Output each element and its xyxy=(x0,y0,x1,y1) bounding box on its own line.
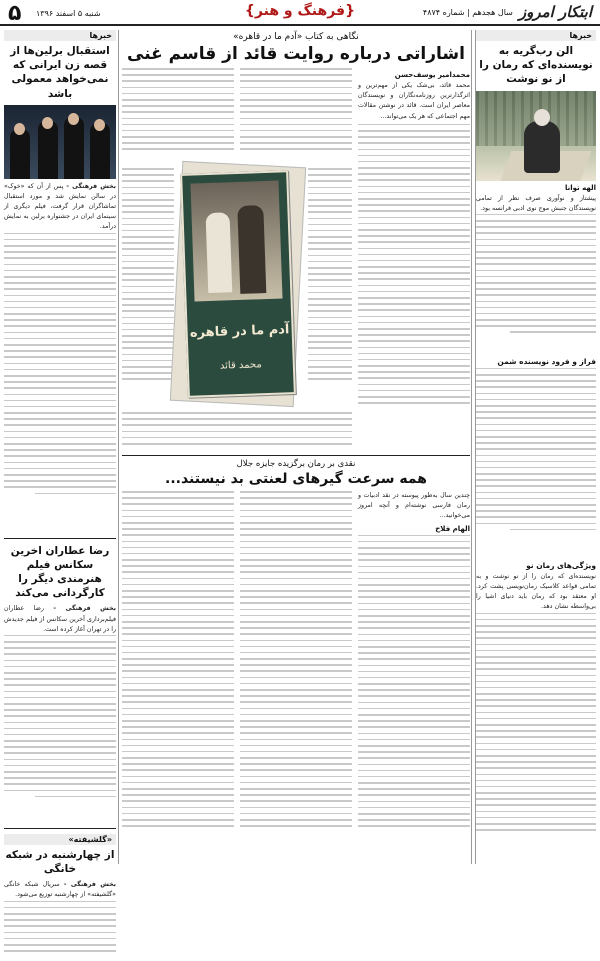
right-body: نویسنده‌ای که رمان را از نو نوشت و به تمامی قواعد کلاسیک رمان‌نویسی پشت کرد. او معتقد بود که رمان باید دنیای اشیا را بی‌واسطه نشان دهد. xyxy=(476,572,596,611)
article-1-intro: محمد قائد، بی‌شک یکی از مهم‌ترین و اثرگذارترین روزنامه‌نگاران و نویسندگان معاصر ایران است. قائد در نوشتن مقالات مهم اجتماعی که هر یک می‌تواند... xyxy=(358,82,470,120)
left-body-lines-2 xyxy=(4,635,116,823)
article-2-intro: چندین سال به‌طور پیوسته در نقد ادبیات و رمان فارسی نوشته‌ام و آنچه امروز می‌خوانید... xyxy=(358,492,470,520)
column-divider-mid xyxy=(475,30,476,864)
masthead xyxy=(423,3,592,21)
photo-face-1 xyxy=(14,123,25,135)
column-divider-right xyxy=(471,30,472,864)
article-1-col-3-side xyxy=(122,168,174,408)
article-2-col-2 xyxy=(240,491,352,865)
film-crew-photo xyxy=(4,105,116,179)
news-label-left: خبرها xyxy=(4,30,116,41)
middle-section xyxy=(122,30,470,866)
photo-head xyxy=(534,109,550,126)
article-2-body xyxy=(122,491,470,865)
article-2-col-3 xyxy=(122,491,234,865)
left-byline-2: بخش فرهنگی - xyxy=(53,605,116,613)
left-body-text-2: رضا عطاران فیلم‌برداری آخرین سکانس از فیلم جدیدش را در تهران آغاز کرده است. xyxy=(4,605,116,633)
article-1-lines-side-2 xyxy=(308,168,352,408)
left-body-1 xyxy=(4,182,116,233)
left-body-text-3: سریال شبکه خانگی «گلشیفته» از چهارشنبه توزیع می‌شود. xyxy=(4,881,116,899)
article-1-col-2-side xyxy=(308,168,352,408)
cover-author: محمد قائد xyxy=(219,359,262,372)
left-divider-1 xyxy=(4,538,116,539)
issue-number: سال هجدهم | شماره ۴۸۷۴ xyxy=(422,7,513,17)
photo-figure-4 xyxy=(90,123,110,179)
photo-face-2 xyxy=(42,117,53,129)
left-label-3: «گلشیفته» xyxy=(4,834,116,845)
article-2-kicker: نقدی بر رمان برگزیده جایزه جلال xyxy=(236,459,356,469)
photo-person xyxy=(524,121,560,173)
right-subheading-2: ویژگی‌های رمان نو xyxy=(526,560,596,570)
page-header xyxy=(0,0,600,26)
article-2-col-1 xyxy=(358,491,470,865)
cover-title: آدم ما در قاهره xyxy=(189,322,290,341)
left-headline-1: استقبال برلین‌ها از قصه زن ایرانی که نمی‌خواهد معمولی باشد xyxy=(10,45,110,100)
article-1-headline: اشاراتی درباره روایت قائد از قاسم غنی xyxy=(127,44,465,64)
article-1-kicker: نگاهی به کتاب «آدم ما در قاهره» xyxy=(233,32,359,42)
article-1-lines-bottom xyxy=(122,412,352,452)
photo-figure-1 xyxy=(10,129,30,179)
cover-figure-2 xyxy=(237,205,266,294)
news-label: خبرها xyxy=(476,30,596,41)
right-body-lines-3 xyxy=(476,613,596,873)
article-1-lines-col-2 xyxy=(240,68,352,164)
section-title: {فرهنگ و هنر} xyxy=(244,3,356,19)
article-1-col-3-top xyxy=(122,68,234,164)
left-body-lines-3 xyxy=(4,901,116,961)
article-separator xyxy=(122,455,470,456)
photo-face-3 xyxy=(68,113,79,125)
article-1-col-2-top xyxy=(240,68,352,164)
cover-photo xyxy=(190,181,282,302)
article-2-lines-col-3 xyxy=(122,491,234,861)
photo-face-4 xyxy=(94,119,105,131)
left-headline-2: رضا عطاران اخرین سکانس فیلم هنرمندی دیگر را کارگردانی می‌کند xyxy=(10,544,110,600)
left-body-lines-1 xyxy=(4,233,116,533)
right-intro: پیشتاز و نوآوری صرف نظر از تمامی نویسندگان جنبش موج نوی ادبی فرانسه بود. xyxy=(476,194,596,212)
article-1-lines-col-1 xyxy=(358,124,470,444)
photo-figure-2 xyxy=(38,121,58,179)
article-1-byline: محمدامیر یوسف‌حسن xyxy=(394,71,470,79)
left-body-text-1: پس از آن که «خوک» در سالن نمایش شد و مورد استقبال تماشاگران قرار گرفت، فیلم دیگری از سینمای ایران در جشنواره برلین به نمایش درآمد. xyxy=(4,182,116,231)
article-2-lines-col-2 xyxy=(240,491,352,861)
author-photo xyxy=(476,91,596,181)
issue-date: شنبه ۵ اسفند ۱۳۹۶ xyxy=(36,9,101,18)
left-byline-3: بخش فرهنگی - xyxy=(63,881,116,889)
article-2-lines-col-1 xyxy=(358,535,470,865)
right-subheading-1: فراز و فرود نویسنده شمن xyxy=(497,356,596,366)
article-1-lines-side xyxy=(122,168,174,408)
article-1-col-1 xyxy=(358,68,470,452)
newspaper-logo: ابتکار امروز xyxy=(518,3,592,21)
left-headline-3: از چهارشنبه در شبکه خانگی xyxy=(5,848,115,876)
left-column xyxy=(4,30,117,899)
page-number: ۵ xyxy=(8,1,22,26)
right-column xyxy=(476,30,596,866)
column-divider-left xyxy=(118,30,119,864)
article-1-lines-col-3 xyxy=(122,68,234,164)
book-cover xyxy=(180,170,296,398)
article-2-headline: همه سرعت گیرهای لعنتی بد نیستند... xyxy=(165,471,427,487)
left-divider-2 xyxy=(4,828,116,829)
photo-figure-3 xyxy=(64,117,84,179)
left-body-3 xyxy=(4,880,116,900)
right-headline: الن رب‌گریه به نویسنده‌ای که رمان را از نو نوشت xyxy=(479,45,593,86)
left-byline-1: بخش فرهنگی - xyxy=(66,182,117,190)
right-body-lines-2 xyxy=(476,368,596,558)
article-1-bottom xyxy=(122,412,352,452)
cover-figure-1 xyxy=(206,212,233,293)
article-1-body xyxy=(122,68,470,452)
left-body-2 xyxy=(4,604,116,635)
right-body-lines-1 xyxy=(476,214,596,354)
article-2-byline: الهام فلاح xyxy=(435,524,470,533)
right-byline: الهه توانا xyxy=(564,183,596,192)
